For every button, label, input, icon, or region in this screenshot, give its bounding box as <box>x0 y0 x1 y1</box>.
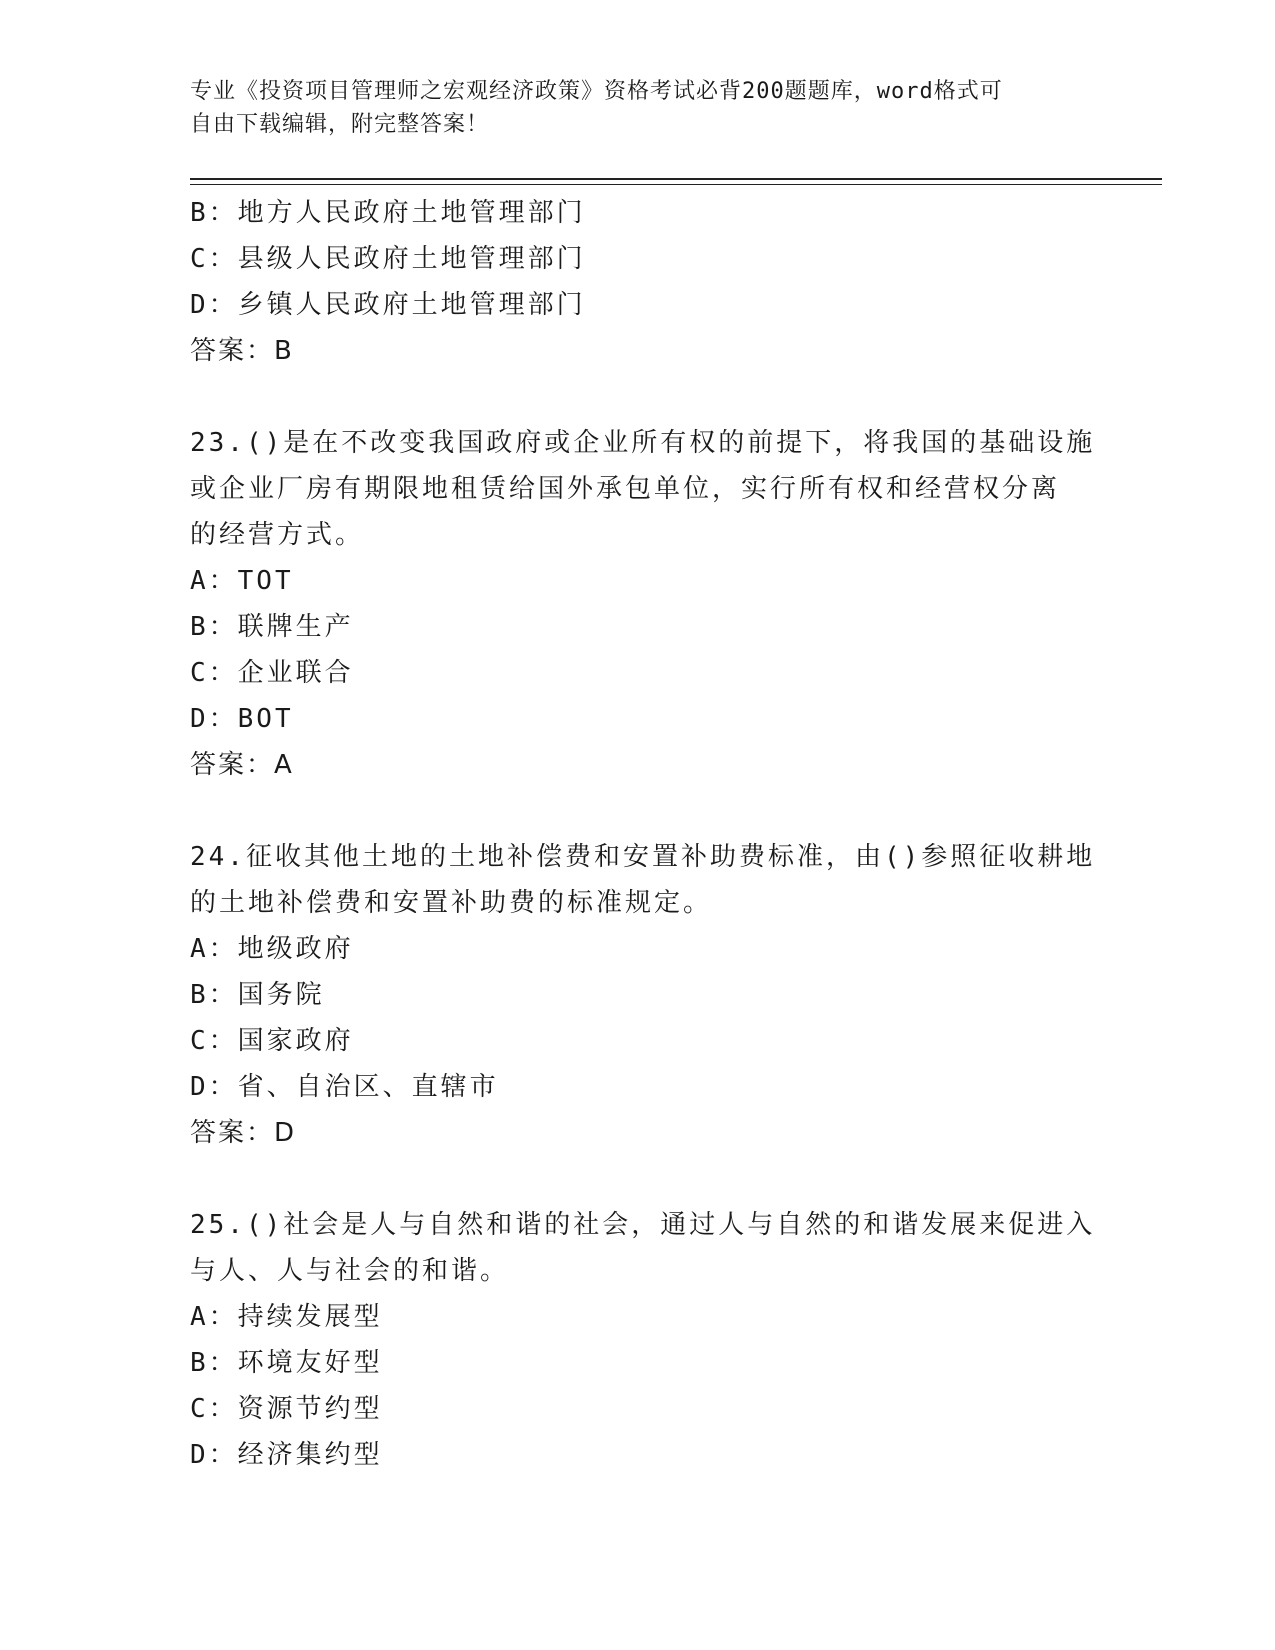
option-d: D：BOT <box>190 704 294 734</box>
spacer <box>190 788 1090 834</box>
header-rule-thick <box>190 178 1162 180</box>
question-block-prev <box>190 190 1090 374</box>
option-c: C：资源节约型 <box>190 1394 383 1424</box>
question-block-24 <box>190 834 1096 1156</box>
question-text-line: 24.征收其他土地的土地补偿费和安置补助费标准，由()参照征收耕地 <box>190 842 1096 872</box>
option-c: C：县级人民政府土地管理部门 <box>190 244 586 274</box>
spacer <box>190 1156 1090 1202</box>
answer-line: 答案：B <box>190 336 294 366</box>
option-c: C：国家政府 <box>190 1026 354 1056</box>
question-text-line: 23.()是在不改变我国政府或企业所有权的前提下，将我国的基础设施 <box>190 428 1096 458</box>
spacer <box>190 374 1090 420</box>
header-line-2: 自由下载编辑，附完整答案！ <box>190 112 490 137</box>
option-d: D：乡镇人民政府土地管理部门 <box>190 290 586 320</box>
question-text-line: 或企业厂房有期限地租赁给国外承包单位，实行所有权和经营权分离 <box>190 474 1061 504</box>
option-b: B：联牌生产 <box>190 612 354 642</box>
option-d: D：省、自治区、直辖市 <box>190 1072 499 1102</box>
question-text-line: 与人、人与社会的和谐。 <box>190 1256 510 1286</box>
answer-line: 答案：D <box>190 1118 297 1148</box>
option-b: B：环境友好型 <box>190 1348 383 1378</box>
answer-line: 答案：A <box>190 750 294 780</box>
document-header <box>190 75 1070 141</box>
option-c: C：企业联合 <box>190 658 354 688</box>
option-a: A：地级政府 <box>190 934 354 964</box>
question-block-25 <box>190 1202 1096 1478</box>
option-b: B：地方人民政府土地管理部门 <box>190 198 586 228</box>
header-rule-thin <box>190 184 1162 185</box>
option-d: D：经济集约型 <box>190 1440 383 1470</box>
question-text-line: 的土地补偿费和安置补助费的标准规定。 <box>190 888 713 918</box>
option-a: A：TOT <box>190 566 294 596</box>
header-line-1: 专业《投资项目管理师之宏观经济政策》资格考试必背200题题库，word格式可 <box>190 79 1003 104</box>
question-block-23 <box>190 420 1096 788</box>
document-body <box>190 190 1096 1478</box>
question-text-line: 的经营方式。 <box>190 520 365 550</box>
option-a: A：持续发展型 <box>190 1302 383 1332</box>
question-text-line: 25.()社会是人与自然和谐的社会，通过人与自然的和谐发展来促进入 <box>190 1210 1096 1240</box>
option-b: B：国务院 <box>190 980 325 1010</box>
